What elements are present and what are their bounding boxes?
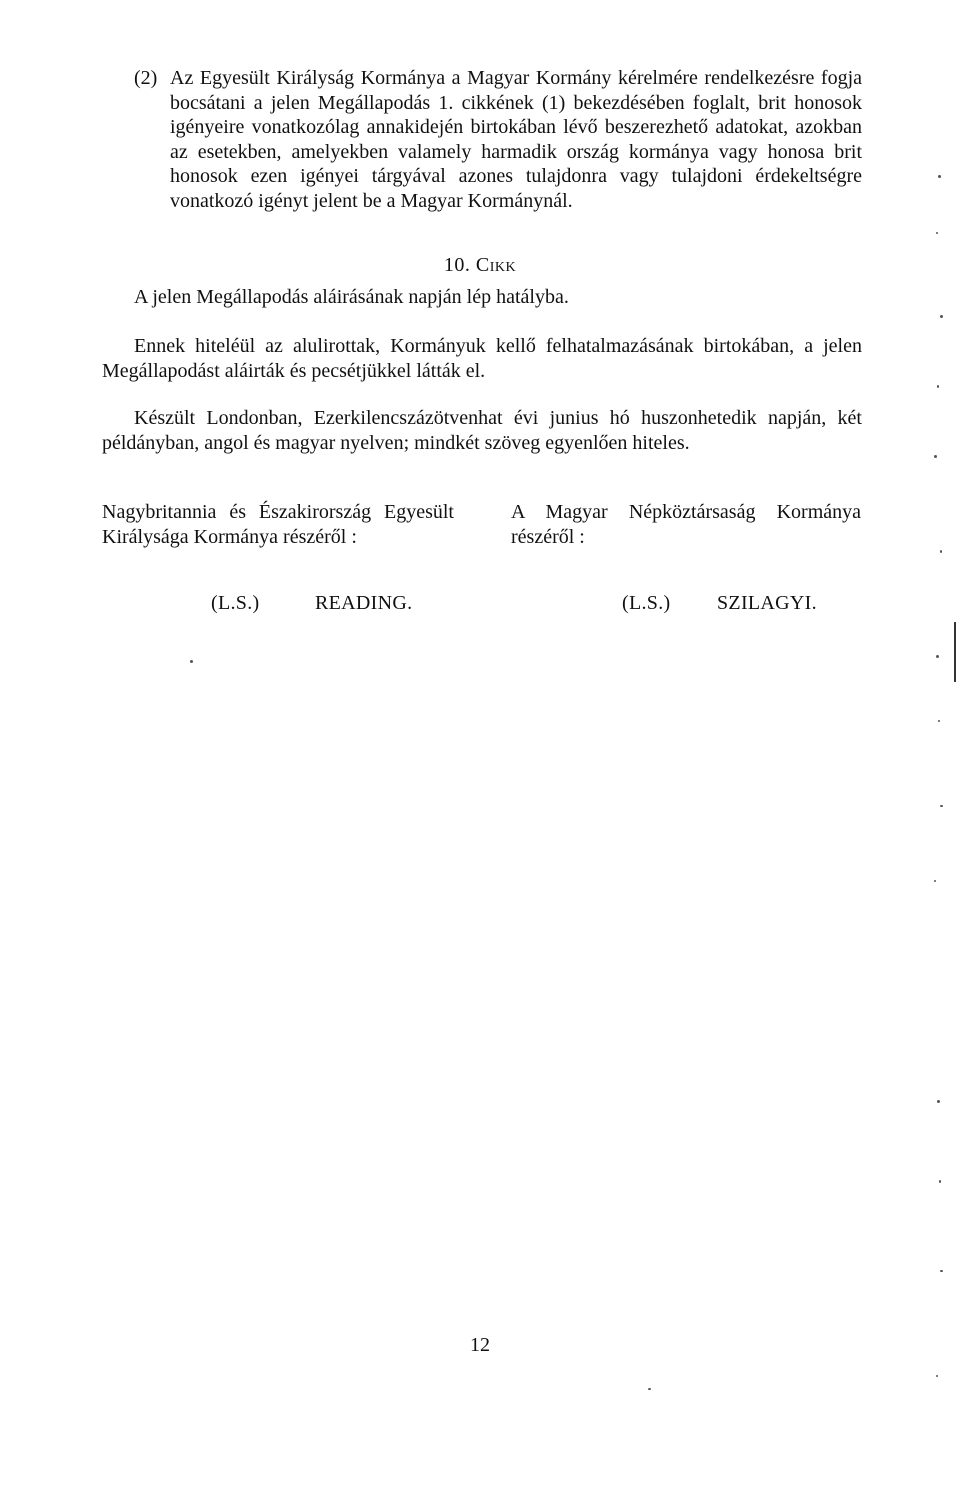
scan-speck bbox=[937, 1100, 940, 1103]
scan-speck bbox=[940, 1270, 943, 1272]
article-text: A jelen Megállapodás aláirásának napján lép hatályba. bbox=[134, 286, 569, 308]
scan-speck bbox=[940, 315, 943, 318]
scan-speck bbox=[937, 385, 939, 388]
margin-mark bbox=[954, 622, 956, 682]
item-number: (2) bbox=[134, 67, 158, 89]
signatory-right-name: SZILAGYI. bbox=[717, 592, 817, 614]
scan-speck bbox=[936, 655, 939, 658]
signatory-left-heading: Nagybritannia és Északirország Egyesült Királysága Kormánya részéről : bbox=[102, 501, 454, 548]
scan-speck bbox=[940, 550, 942, 553]
article-label: Cikk bbox=[475, 254, 517, 276]
scan-speck bbox=[648, 1388, 651, 1390]
scan-speck bbox=[936, 232, 938, 234]
page-number: 12 bbox=[470, 1334, 490, 1356]
scan-speck bbox=[939, 1180, 941, 1183]
scan-speck bbox=[934, 880, 936, 882]
made-paragraph: Készült Londonban, Ezerkilencszázötvenhat évi junius hó huszonhetedik napján, két példányban, angol és magyar nyelven; mindkét szöveg egyenlően hiteles. bbox=[102, 407, 862, 454]
scan-speck bbox=[190, 660, 193, 663]
seal-right: (L.S.) bbox=[622, 592, 671, 614]
scan-speck bbox=[938, 720, 940, 722]
scan-speck bbox=[934, 455, 937, 458]
scan-speck bbox=[938, 175, 941, 178]
scan-speck bbox=[940, 805, 943, 807]
seal-left: (L.S.) bbox=[211, 592, 260, 614]
article-number: 10. bbox=[443, 254, 471, 276]
article-heading bbox=[0, 253, 960, 277]
scan-speck bbox=[936, 1375, 938, 1377]
witness-paragraph: Ennek hiteléül az alulirottak, Kormányuk kellő felhatalmazásának birtokában, a jelen Megállapodást aláirták és pecsétjükkel látták el. bbox=[102, 335, 862, 382]
signatory-right-heading: A Magyar Népköztársaság Kormánya részéről : bbox=[511, 501, 861, 548]
item-paragraph: Az Egyesült Királyság Kormánya a Magyar Kormány kérelmére rendelkezésre fogja bocsátani a jelen Megállapodás 1. cikkének (1) bekezdésében foglalt, brit honosok igényeire vonatkozólag annakidején birtokában lévő beszerezhető adatokat, azokban az esetekben, amelyekben valamely harmadik ország kormánya vagy honosa brit honosok ezen igényei tárgyával azones tulajdonra vagy tulajdoni érdekeltségre vonatkozó igényt jelent be a Magyar Kormánynál. bbox=[170, 67, 862, 212]
signatory-left-name: READING. bbox=[315, 592, 413, 614]
